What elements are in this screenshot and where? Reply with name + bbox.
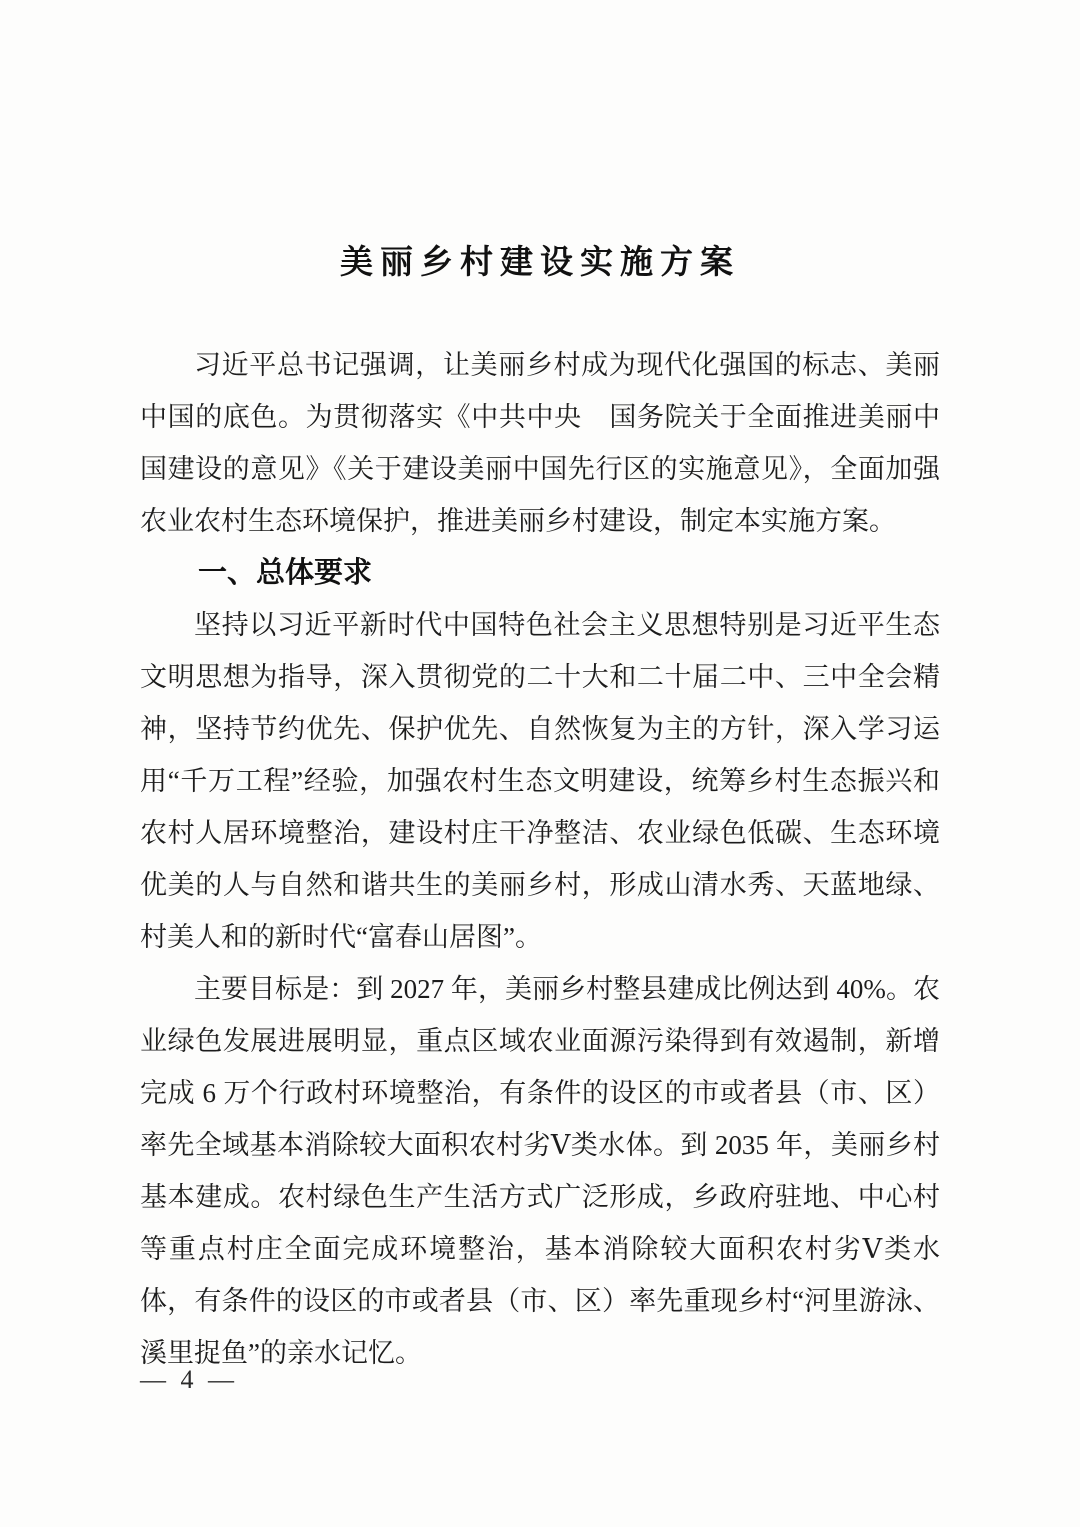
page-number: — 4 — (140, 1365, 238, 1394)
main-goals-paragraph: 主要目标是：到 2027 年，美丽乡村整县建成比例达到 40%。农业绿色发展进展明显，重点区域农业面源污染得到有效遏制，新增完成 6 万个行政村环境整治，有条件的设区的市或者县（市、区）率先全域基本消除较大面积农村劣Ⅴ类水体。到 2035 年，美丽乡村基本建成。农村绿色生产生活方式广泛形成，乡政府驻地、中心村等重点村庄全面完成环境整治，基本消除较大面积农村劣Ⅴ类水体，有条件的设区的市或者县（市、区）率先重现乡村“河里游泳、溪里捉鱼”的亲水记忆。 (140, 974, 940, 1368)
document-title: 美丽乡村建设实施方案 (340, 243, 740, 280)
guiding-ideology-paragraph: 坚持以习近平新时代中国特色社会主义思想特别是习近平生态文明思想为指导，深入贯彻党的二十大和二十届二中、三中全会精神，坚持节约优先、保护优先、自然恢复为主的方针，深入学习运用“千万工程”经验，加强农村生态文明建设，统筹乡村生态振兴和农村人居环境整治，建设村庄干净整洁、农业绿色低碳、生态环境优美的人与自然和谐共生的美丽乡村，形成山清水秀、天蓝地绿、村美人和的新时代“富春山居图”。 (140, 610, 940, 952)
intro-paragraph: 习近平总书记强调，让美丽乡村成为现代化强国的标志、美丽中国的底色。为贯彻落实《中共中央 国务院关于全面推进美丽中国建设的意见》《关于建设美丽中国先行区的实施意见》，全面加强农业农村生态环境保护，推进美丽乡村建设，制定本实施方案。 (140, 350, 940, 536)
document-body (140, 339, 940, 1379)
section-heading-overall-requirements: 一、总体要求 (198, 557, 373, 589)
